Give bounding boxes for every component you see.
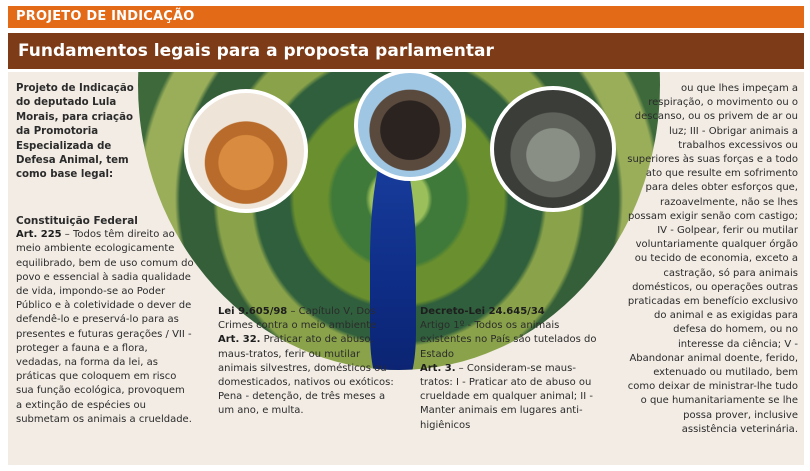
lei-title: Lei 9.605/98 — [218, 306, 288, 317]
lei-subtitle: – Capítulo V, Dos Crimes contra o meio ambiente — [218, 306, 377, 332]
lei-text: Praticar ato de abuso, maus-tratos, ferir ou mutilar animais silvestres, domésticos ou domesticados, nativos ou exóticos: Pena - detenção, de três meses a um ano, e multa. — [218, 334, 394, 417]
lei-article: Art. 32. — [218, 334, 261, 346]
decreto-intro: Artigo 1º - Todos os animais existentes no País são tutelados do Estado — [420, 320, 597, 360]
intro-text: Projeto de Indicação do deputado Lula Morais, para criação da Promotoria Especializada de Defesa Animal, tem como base legal: — [16, 83, 134, 181]
constituicao-article: Art. 225 — [16, 229, 62, 241]
constituicao-title: Constituição Federal — [16, 215, 138, 227]
constituicao-text: – Todos têm direito ao meio ambiente ecologicamente equilibrado, bem de uso comum do povo e essencial à sadia qualidade de vida, impondo-se ao Poder Público e à coletividade o dever de defendê-lo e preservá-lo para as presentes e futuras gerações / VII - proteger a fauna e a flora, vedadas, na forma da lei, as práticas que coloquem em risco sua função ecológica, provoquem a extinção de espécies ou submetam os animais a crueldade. — [16, 229, 194, 425]
content-panel — [8, 72, 804, 465]
decreto-section — [420, 305, 600, 433]
section-label: PROJETO DE INDICAÇÃO — [8, 6, 804, 28]
continuation-text: ou que lhes impeçam a respiração, o movimento ou o descanso, ou os privem de ar ou luz; III - Obrigar animais a trabalhos excessivos ou superiores às suas forças e a todo ato que resulte em sofrimento para deles obter esforços que, razoavelmente, não se lhes possam exigir senão com castigo; IV - Golpear, ferir ou mutilar voluntariamente qualquer órgão ou tecido de economia, exceto a castração, só para animais domésticos, ou operações outras praticadas em benefício exclusivo do animal e as exigidas para defesa do homem, ou no interesse da ciência; V - Abandonar animal doente, ferido, extenuado ou mutilado, bem como deixar de ministrar-lhe tudo o que humanitariamente se lhe possa prover, inclusive assistência veterinária. — [627, 83, 798, 435]
lei-section — [218, 305, 400, 419]
cow-photo — [354, 72, 466, 181]
decreto-title: Decreto-Lei 24.645/34 — [420, 306, 545, 317]
article-title: Fundamentos legais para a proposta parlamentar — [8, 33, 804, 69]
decreto-text: – Consideram-se maus-tratos: I - Praticar ato de abuso ou crueldade em qualquer animal; II - Manter animais em lugares anti-higiênicos — [420, 362, 593, 431]
cat-photo — [490, 86, 616, 212]
dog-photo — [184, 89, 308, 213]
constituicao-section — [16, 214, 194, 427]
decreto-article: Art. 3. — [420, 362, 456, 374]
